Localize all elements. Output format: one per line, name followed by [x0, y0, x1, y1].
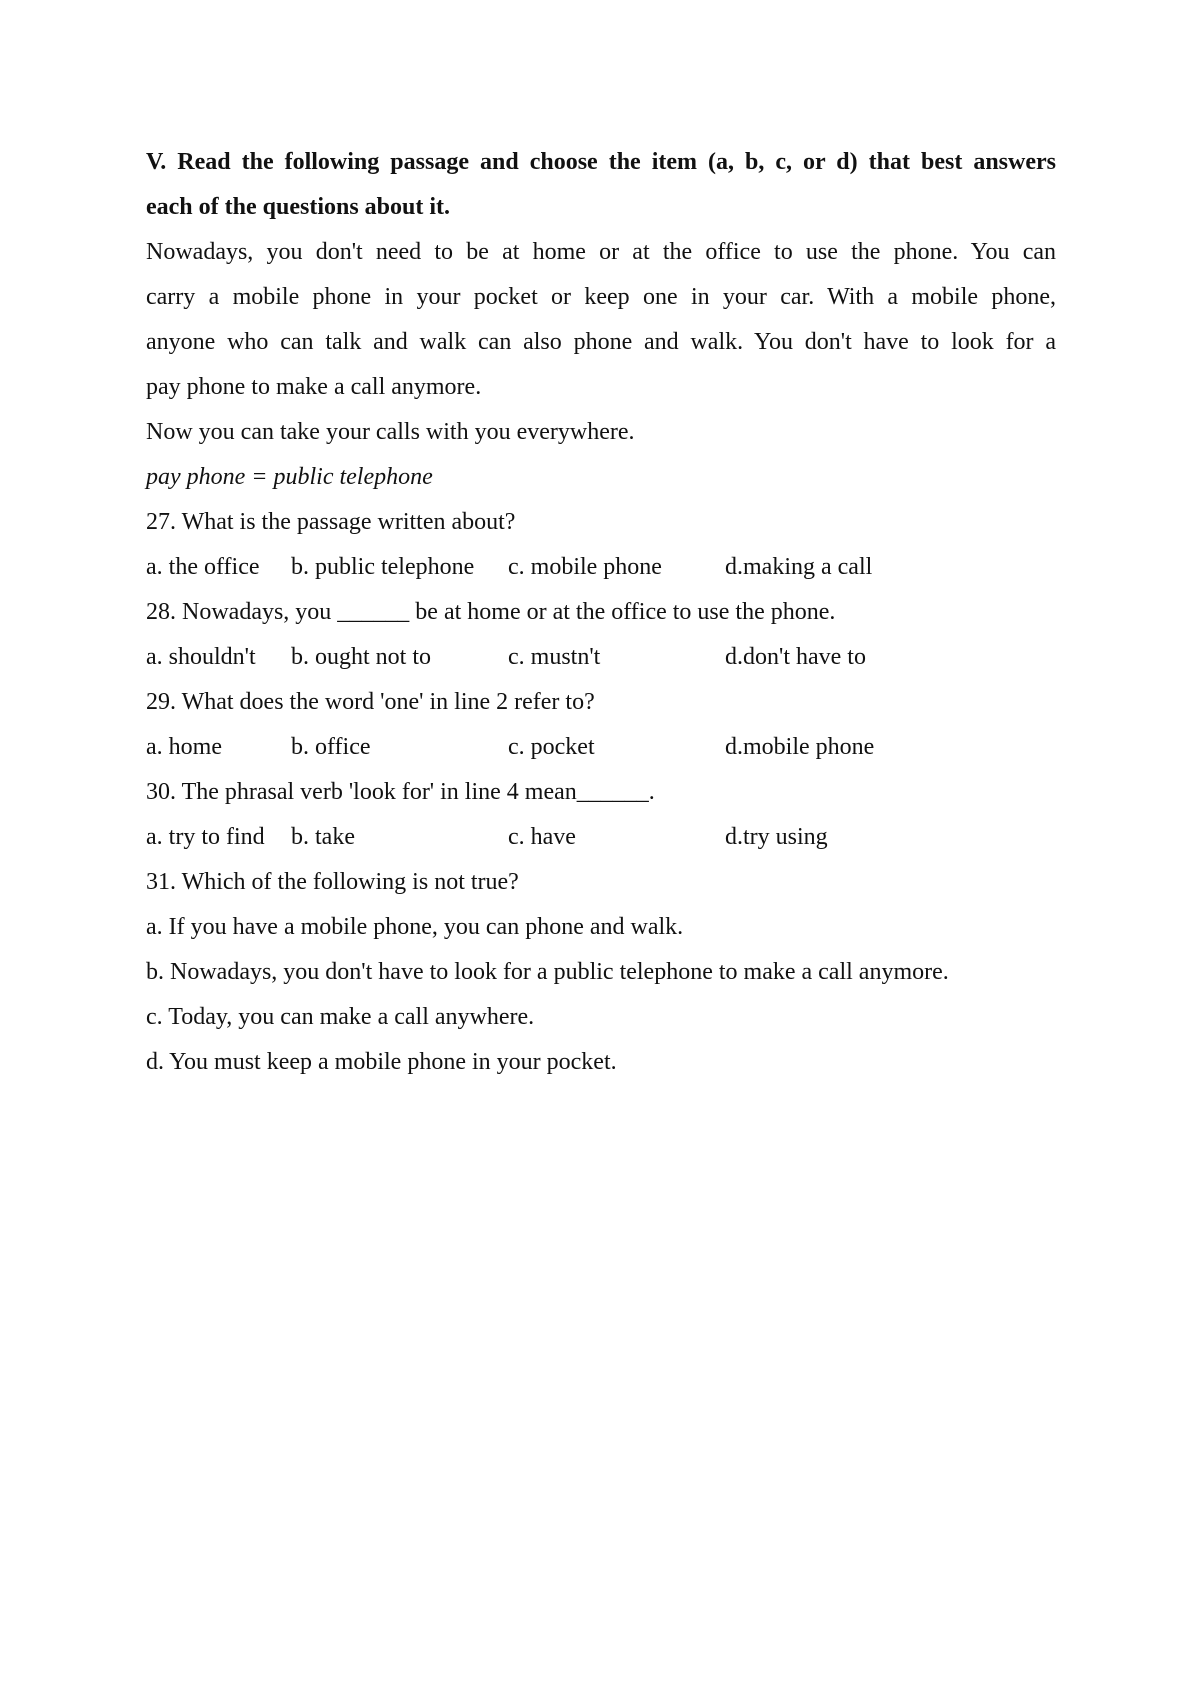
passage-line-5: Now you can take your calls with you everywhere. [146, 419, 635, 445]
option-27-b: b. public telephone [291, 554, 475, 580]
question-29: 29. What does the word 'one' in line 2 refer to? [146, 689, 595, 715]
question-28: 28. Nowadays, you ______ be at home or at the office to use the phone. [146, 599, 836, 625]
options-30 [146, 815, 1056, 860]
worksheet-page [146, 140, 1056, 1085]
options-29 [146, 725, 1056, 770]
option-30-d: d.try using [725, 824, 828, 850]
option-28-d: d.don't have to [725, 644, 866, 670]
option-31-c: c. Today, you can make a call anywhere. [146, 1004, 535, 1030]
option-31-b: b. Nowadays, you don't have to look for a public telephone to make a call anymore. [146, 959, 949, 985]
option-30-c: c. have [508, 824, 576, 850]
option-29-b: b. office [291, 734, 371, 760]
option-29-c: c. pocket [508, 734, 595, 760]
option-30-b: b. take [291, 824, 355, 850]
passage-line-1: Nowadays, you don't need to be at home or at the office to use the phone. You can [146, 239, 1056, 265]
option-28-a: a. shouldn't [146, 644, 256, 670]
passage-line-3: anyone who can talk and walk can also phone and walk. You don't have to look for a [146, 329, 1056, 355]
question-27: 27. What is the passage written about? [146, 509, 516, 535]
section-title-line-1: V. Read the following passage and choose the item (a, b, c, or d) that best answers [146, 149, 1056, 175]
passage-note: pay phone = public telephone [146, 464, 433, 490]
options-28 [146, 635, 1056, 680]
section-title-line-2: each of the questions about it. [146, 194, 451, 220]
passage-line-2: carry a mobile phone in your pocket or keep one in your car. With a mobile phone, [146, 284, 1056, 310]
option-30-a: a. try to find [146, 824, 265, 850]
option-27-d: d.making a call [725, 554, 873, 580]
option-27-c: c. mobile phone [508, 554, 662, 580]
option-29-a: a. home [146, 734, 222, 760]
option-29-d: d.mobile phone [725, 734, 875, 760]
option-28-b: b. ought not to [291, 644, 432, 670]
option-31-d: d. You must keep a mobile phone in your pocket. [146, 1049, 617, 1075]
option-31-a: a. If you have a mobile phone, you can phone and walk. [146, 914, 684, 940]
option-28-c: c. mustn't [508, 644, 601, 670]
option-27-a: a. the office [146, 554, 260, 580]
passage-line-4: pay phone to make a call anymore. [146, 374, 482, 400]
options-27 [146, 545, 1056, 590]
question-30: 30. The phrasal verb 'look for' in line 4 mean______. [146, 779, 655, 805]
question-31: 31. Which of the following is not true? [146, 869, 519, 895]
